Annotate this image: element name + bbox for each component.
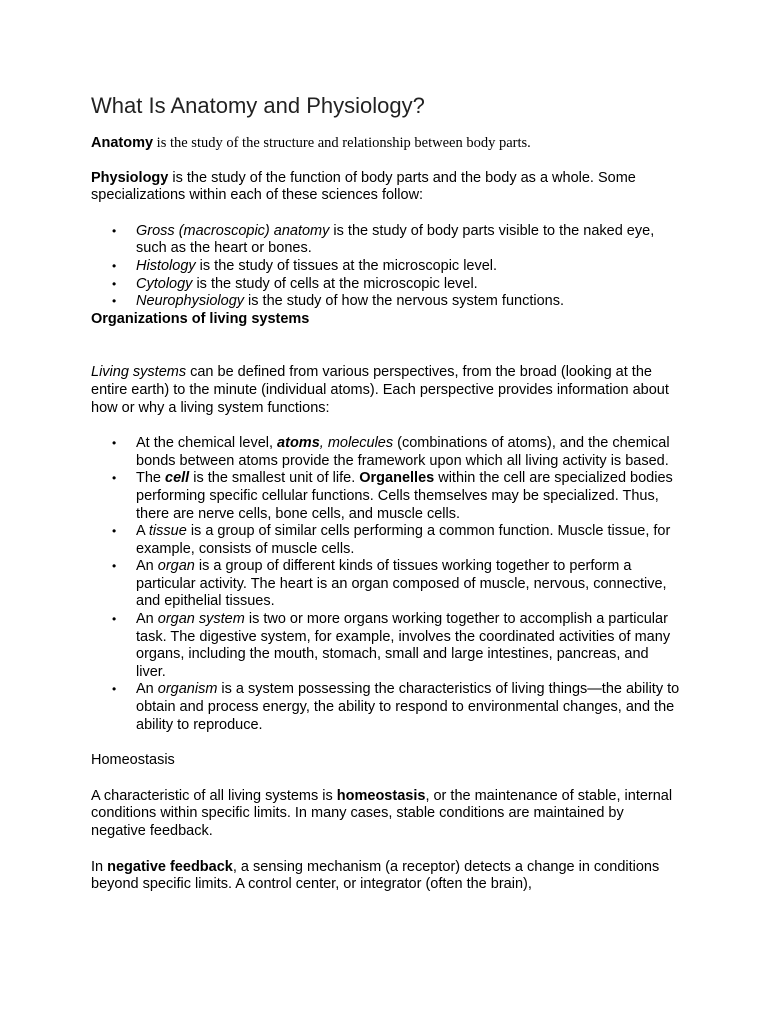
list-item: • An organism is a system possessing the characteristics of living things—the ability to obtain and process energy, the ability to respond to environmental changes, and the ability to reproduce.: [136, 681, 682, 734]
anatomy-term: Anatomy: [91, 135, 154, 151]
list-item: • A tissue is a group of similar cells performing a common function. Muscle tissue, for example, consists of muscle cells.: [136, 523, 682, 558]
section-heading-homeostasis: Homeostasis: [91, 752, 175, 769]
anatomy-paragraph: [91, 135, 682, 153]
list-item: • Gross (macroscopic) anatomy is the study of body parts visible to the naked eye, such as the heart or bones.: [136, 223, 682, 258]
specializations-list: [91, 223, 682, 311]
physiology-paragraph: [91, 170, 682, 205]
levels-list: [91, 435, 682, 734]
list-item: • Cytology is the study of cells at the microscopic level.: [136, 276, 682, 294]
homeostasis-paragraph: A characteristic of all living systems is homeostasis, or the maintenance of stable, internal conditions within specific limits. In many cases, stable conditions are maintained by negative feedback.: [91, 787, 673, 839]
negative-feedback-paragraph: In negative feedback, a sensing mechanism (a receptor) detects a change in conditions beyond specific limits. A control center, or integrator (often the brain),: [91, 858, 660, 893]
physiology-definition: is the study of the function of body parts and the body as a whole. Some specializations within each of these sciences follow:: [91, 169, 636, 204]
anatomy-definition: is the study of the structure and relationship between body parts.: [153, 135, 531, 151]
list-item: • An organ is a group of different kinds of tissues working together to perform a particular activity. The heart is an organ composed of muscle, nervous, connective, and epithelial tissues.: [136, 558, 682, 611]
page-title: What Is Anatomy and Physiology?: [91, 93, 425, 118]
section-heading-organizations: Organizations of living systems: [91, 310, 310, 327]
list-item: • Neurophysiology is the study of how the nervous system functions.: [136, 293, 682, 311]
physiology-term: Physiology: [91, 169, 169, 186]
list-item: • At the chemical level, atoms, molecules (combinations of atoms), and the chemical bonds between atoms provide the framework upon which all living activity is based.: [136, 435, 682, 470]
list-item: • An organ system is two or more organs working together to accomplish a particular task. The digestive system, for example, involves the coordinated activities of many organs, including the mouth, stomach, small and large intestines, pancreas, and liver.: [136, 611, 682, 681]
living-systems-paragraph: Living systems can be defined from various perspectives, from the broad (looking at the entire earth) to the minute (individual atoms). Each perspective provides information about how or why a living system functions:: [91, 364, 669, 416]
list-item: • Histology is the study of tissues at the microscopic level.: [136, 258, 682, 276]
list-item: • The cell is the smallest unit of life. Organelles within the cell are specialized bodies performing specific cellular functions. Cells themselves may be specialized. Thus, there are nerve cells, bone cells, and muscle cells.: [136, 470, 682, 523]
